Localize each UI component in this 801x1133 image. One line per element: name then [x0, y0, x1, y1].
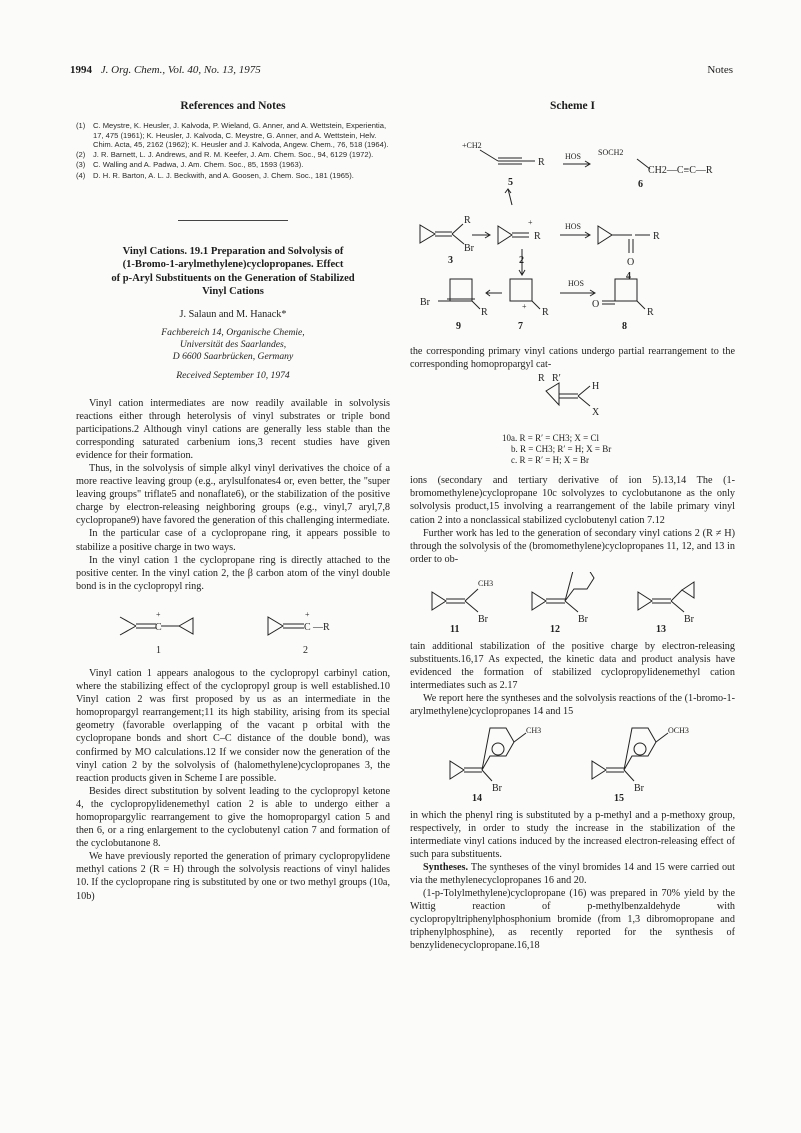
- bromine: Br: [578, 613, 588, 625]
- methyl-group: CH3: [526, 725, 542, 735]
- r-prime-group: R′: [552, 373, 561, 385]
- r-group: —R: [313, 621, 330, 633]
- oxygen: O: [627, 257, 635, 269]
- alkyne-chain: CH2—C≡C—R: [648, 165, 713, 177]
- page-header: [70, 64, 733, 80]
- bromine: Br: [684, 613, 694, 625]
- compound-10-caption: 10a. R = R′ = CH3; X = Cl b. R = CH3; R′ = H; X = Br c. R = R′ = H; X = Br: [502, 433, 612, 466]
- section-divider: [178, 220, 288, 221]
- scheme-1: [410, 115, 735, 341]
- paragraph: in which the phenyl ring is substituted by a p-methyl and a p-methoxy group, respectively, in order to study the increase in the stabilization of the intermediate vinyl cations induced by the increased electron-releasing effect of such para substituents.: [410, 809, 735, 860]
- paragraph: Besides direct substitution by solvent leading to the cyclopropyl ketone 4, the cyclopropylidenemethyl cation 2 is able to undergo either a homopropargylic rearrangement to give the homopropargyl cation 5 and then 6, or a ring enlargement to the cyclobutenyl cation 7 and formation of the cyclobutanone 8.: [76, 785, 390, 850]
- paragraph: Syntheses. The syntheses of the vinyl bromides 14 and 15 were carried out via the methylenecyclopropanes 16 and 20.: [410, 861, 735, 886]
- references-list: [76, 121, 390, 180]
- figure-compounds-11-13: [410, 572, 735, 634]
- paragraph: Further work has led to the generation of secondary vinyl cations 2 (R ≠ H) through the solvolysis of the (bromomethylene)cyclopropanes 11, 12, and 13 in order to ob-: [410, 527, 735, 565]
- x-group: X: [592, 407, 600, 419]
- svg-text:C: C: [304, 621, 311, 633]
- r-group: R: [542, 307, 549, 319]
- plus-sign: +: [305, 609, 310, 619]
- figure-vinyl-cations: [76, 599, 390, 661]
- compound-label: 12: [550, 623, 560, 634]
- affiliation: Fachbereich 14, Organische Chemie, Universität des Saarlandes, D 6600 Saarbrücken, Germany: [161, 327, 305, 363]
- hos-label: HOS: [565, 152, 582, 162]
- received-date: Received September 10, 1974: [176, 370, 290, 382]
- page-number: 1994: [70, 64, 92, 76]
- paragraph: Thus, in the solvolysis of simple alkyl vinyl derivatives the choice of a more reactive leaving group (e.g., arylsulfonates4 or, even better, the "super leaving groups" triflate5 and nonaflate6), or the stabilization of the positive charge by electron-releasing neighboring groups (e.g., vinyl,7 aryl,7,8 cyclopropane9) have favored the generation of this challenging intermediate.: [76, 463, 390, 527]
- r-group: R: [647, 307, 654, 319]
- figure-compounds-14-15: [410, 725, 735, 803]
- bromine: Br: [478, 613, 488, 625]
- r-group: R: [464, 215, 471, 227]
- reference-item: (2) J. R. Barnett, L. J. Andrews, and R. M. Keefer, J. Am. Chem. Soc., 94, 6129 (1972).: [76, 150, 374, 160]
- bromine: Br: [464, 243, 474, 255]
- compound-label: 5: [508, 177, 513, 189]
- paragraph: Vinyl cation intermediates are now readily available in solvolysis reactions either through heterolysis of vinyl substrates or triple bond participations.2 Although vinyl cations are generally less stable than the corresponding saturated carbenium ions,3 recent studies have given evidence for their formation.: [76, 397, 390, 461]
- compound-10-structure: [410, 373, 735, 433]
- bromine: Br: [492, 782, 502, 794]
- paragraph: We report here the syntheses and the solvolysis reactions of the (1-bromo-1-arylmethylene)cyclopropanes 14 and 15: [410, 693, 735, 718]
- title-line: of p-Aryl Substituents on the Generation of Stabilized: [111, 272, 355, 284]
- header-left: [70, 64, 261, 76]
- plus-sign: +: [156, 609, 161, 619]
- plus-sign: +: [528, 218, 533, 228]
- paragraph: In the vinyl cation 1 the cyclopropane ring is directly attached to the positive center. In the vinyl cation 2, the β carbon atom of the vinyl double bond is in the cyclopropyl ring.: [76, 554, 390, 592]
- compound-label: 1: [156, 644, 161, 656]
- methoxy-group: OCH3: [668, 725, 689, 735]
- figure-compound-10: [410, 373, 735, 433]
- plus-sign: +: [522, 302, 527, 312]
- hos-label: HOS: [565, 222, 582, 232]
- svg-text:C: C: [155, 621, 162, 633]
- paragraph: We have previously reported the generation of primary cyclopropylidene methyl cations 2 (R = H) through the solvolysis reactions of vinyl halides 10. If the cyclopropane ring is substituted by one or two methyl groups (10a, 10b): [76, 851, 390, 902]
- reference-item: (4) D. H. R. Barton, A. L. J. Beckwith, and A. Goosen, J. Chem. Soc., 181 (1965).: [76, 170, 354, 180]
- compound-label: 11: [450, 623, 460, 634]
- paragraph: In the particular case of a cyclopropane ring, it appears possible to stabilize a positive charge in two ways.: [76, 528, 390, 553]
- hos-label: HOS: [568, 279, 585, 289]
- bromine: Br: [420, 297, 430, 309]
- compound-label: 7: [518, 321, 523, 333]
- title-line: Vinyl Cations: [202, 286, 264, 298]
- compound-label: 3: [448, 255, 453, 267]
- right-column: [410, 96, 735, 953]
- r-group: R: [481, 307, 488, 319]
- journal-citation: J. Org. Chem., Vol. 40, No. 13, 1975: [100, 64, 261, 76]
- reference-item: (3) C. Walling and A. Padwa, J. Am. Chem. Soc., 85, 1593 (1963).: [76, 160, 304, 170]
- compounds-11-13-structures: [410, 572, 735, 634]
- compound-label: 14: [472, 792, 482, 803]
- compound-label: 4: [626, 271, 631, 283]
- references-title: References and Notes: [180, 100, 286, 112]
- reference-item: (1) C. Meystre, K. Heusler, J. Kalvoda, P. Wieland, G. Anner, and A. Wettstein, Experientia, 17, 475 (1961); K. Heusler, J. Kalvoda, C. Meystre, G. Anner, and A. Wettstein, Helv. Chim. Acta, 45, 2162 (1962); K. Heusler and J. Kalvoda, Angew. Chem., 76, 518 (1964).: [76, 121, 389, 150]
- title-line: (1-Bromo-1-arylmethylene)cyclopropanes. Effect: [122, 259, 344, 271]
- compound-label: 8: [622, 321, 627, 333]
- oxygen: O: [592, 299, 600, 311]
- compound-label: 2: [303, 644, 308, 656]
- r-group: R: [534, 231, 541, 243]
- compound-label: 15: [614, 792, 624, 803]
- compound-label: 6: [638, 179, 643, 191]
- section-label: Notes: [707, 64, 733, 76]
- methyl-group: CH3: [478, 578, 494, 588]
- paragraph: (1-p-Tolylmethylene)cyclopropane (16) was prepared in 70% yield by the Wittig reaction of p-methylbenzaldehyde with cyclopropyltriphenylphosphonium bromide (from 1,3 dibromopropane and triphenylphosphine), as recently reported for the synthesis of benzylidenecyclopropane.16,18: [410, 888, 735, 952]
- compound-label: 13: [656, 623, 666, 634]
- paragraph: ions (secondary and tertiary derivative of ion 5).13,14 The (1-bromomethylene)cyclopropane 10c solvolyzes to cyclobutanone as the only solvolysis product,15 involving a rearrangement of the labile primary vinyl cation 2 into a nonclassical stabilized cyclobutenyl cation 7.12: [410, 475, 735, 526]
- subsection-heading: Syntheses.: [423, 861, 469, 873]
- bromine: Br: [634, 782, 644, 794]
- paragraph: tain additional stabilization of the positive charge by electron-releasing substituents.16,17 As expected, the kinetic data and product analysis have evidenced the formation of stabilized cyclopropylidenemethyl cation intermediates such as 2.17: [410, 640, 735, 692]
- vinyl-cations-structures: [76, 599, 390, 661]
- r-group: R: [538, 373, 545, 385]
- soch2-group: SOCH2: [598, 148, 624, 158]
- scheme-1-drawing: [410, 115, 735, 341]
- authors: J. Salaun and M. Hanack*: [179, 309, 287, 321]
- title-line: Vinyl Cations. 19.1 Preparation and Solvolysis of: [122, 246, 344, 258]
- paragraph: the corresponding primary vinyl cations undergo partial rearrangement to the corresponding homopropargyl cat-: [410, 346, 735, 371]
- r-group: R: [653, 231, 660, 243]
- scheme-title: Scheme I: [549, 100, 596, 112]
- paragraph: Vinyl cation 1 appears analogous to the cyclopropyl carbinyl cation, where the stabilizing effect of the cyclopropyl group is well established.10 Vinyl cation 2 was first proposed by us as an intermediate in the homopropargyl rearrangement;11 its high stability, arising from its special geometry (favorable overlapping of the vacant p orbital with the cyclopropane bonds and short C–C distance of the double bond), was confirmed by MO calculations.12 If we consider now the generation of the vinyl cation 2 by the solvolysis of (halomethylene)cyclopropanes 3, the reaction products given in Scheme I are possible.: [76, 667, 390, 784]
- compounds-14-15-structures: [410, 725, 735, 803]
- left-column: [76, 96, 390, 903]
- cation-5-left-group: +CH2: [462, 141, 482, 151]
- hydrogen: H: [592, 381, 600, 393]
- r-group: R: [538, 157, 545, 169]
- article-title: [76, 245, 390, 298]
- compound-label: 9: [456, 321, 461, 333]
- compound-label: 2: [519, 255, 524, 267]
